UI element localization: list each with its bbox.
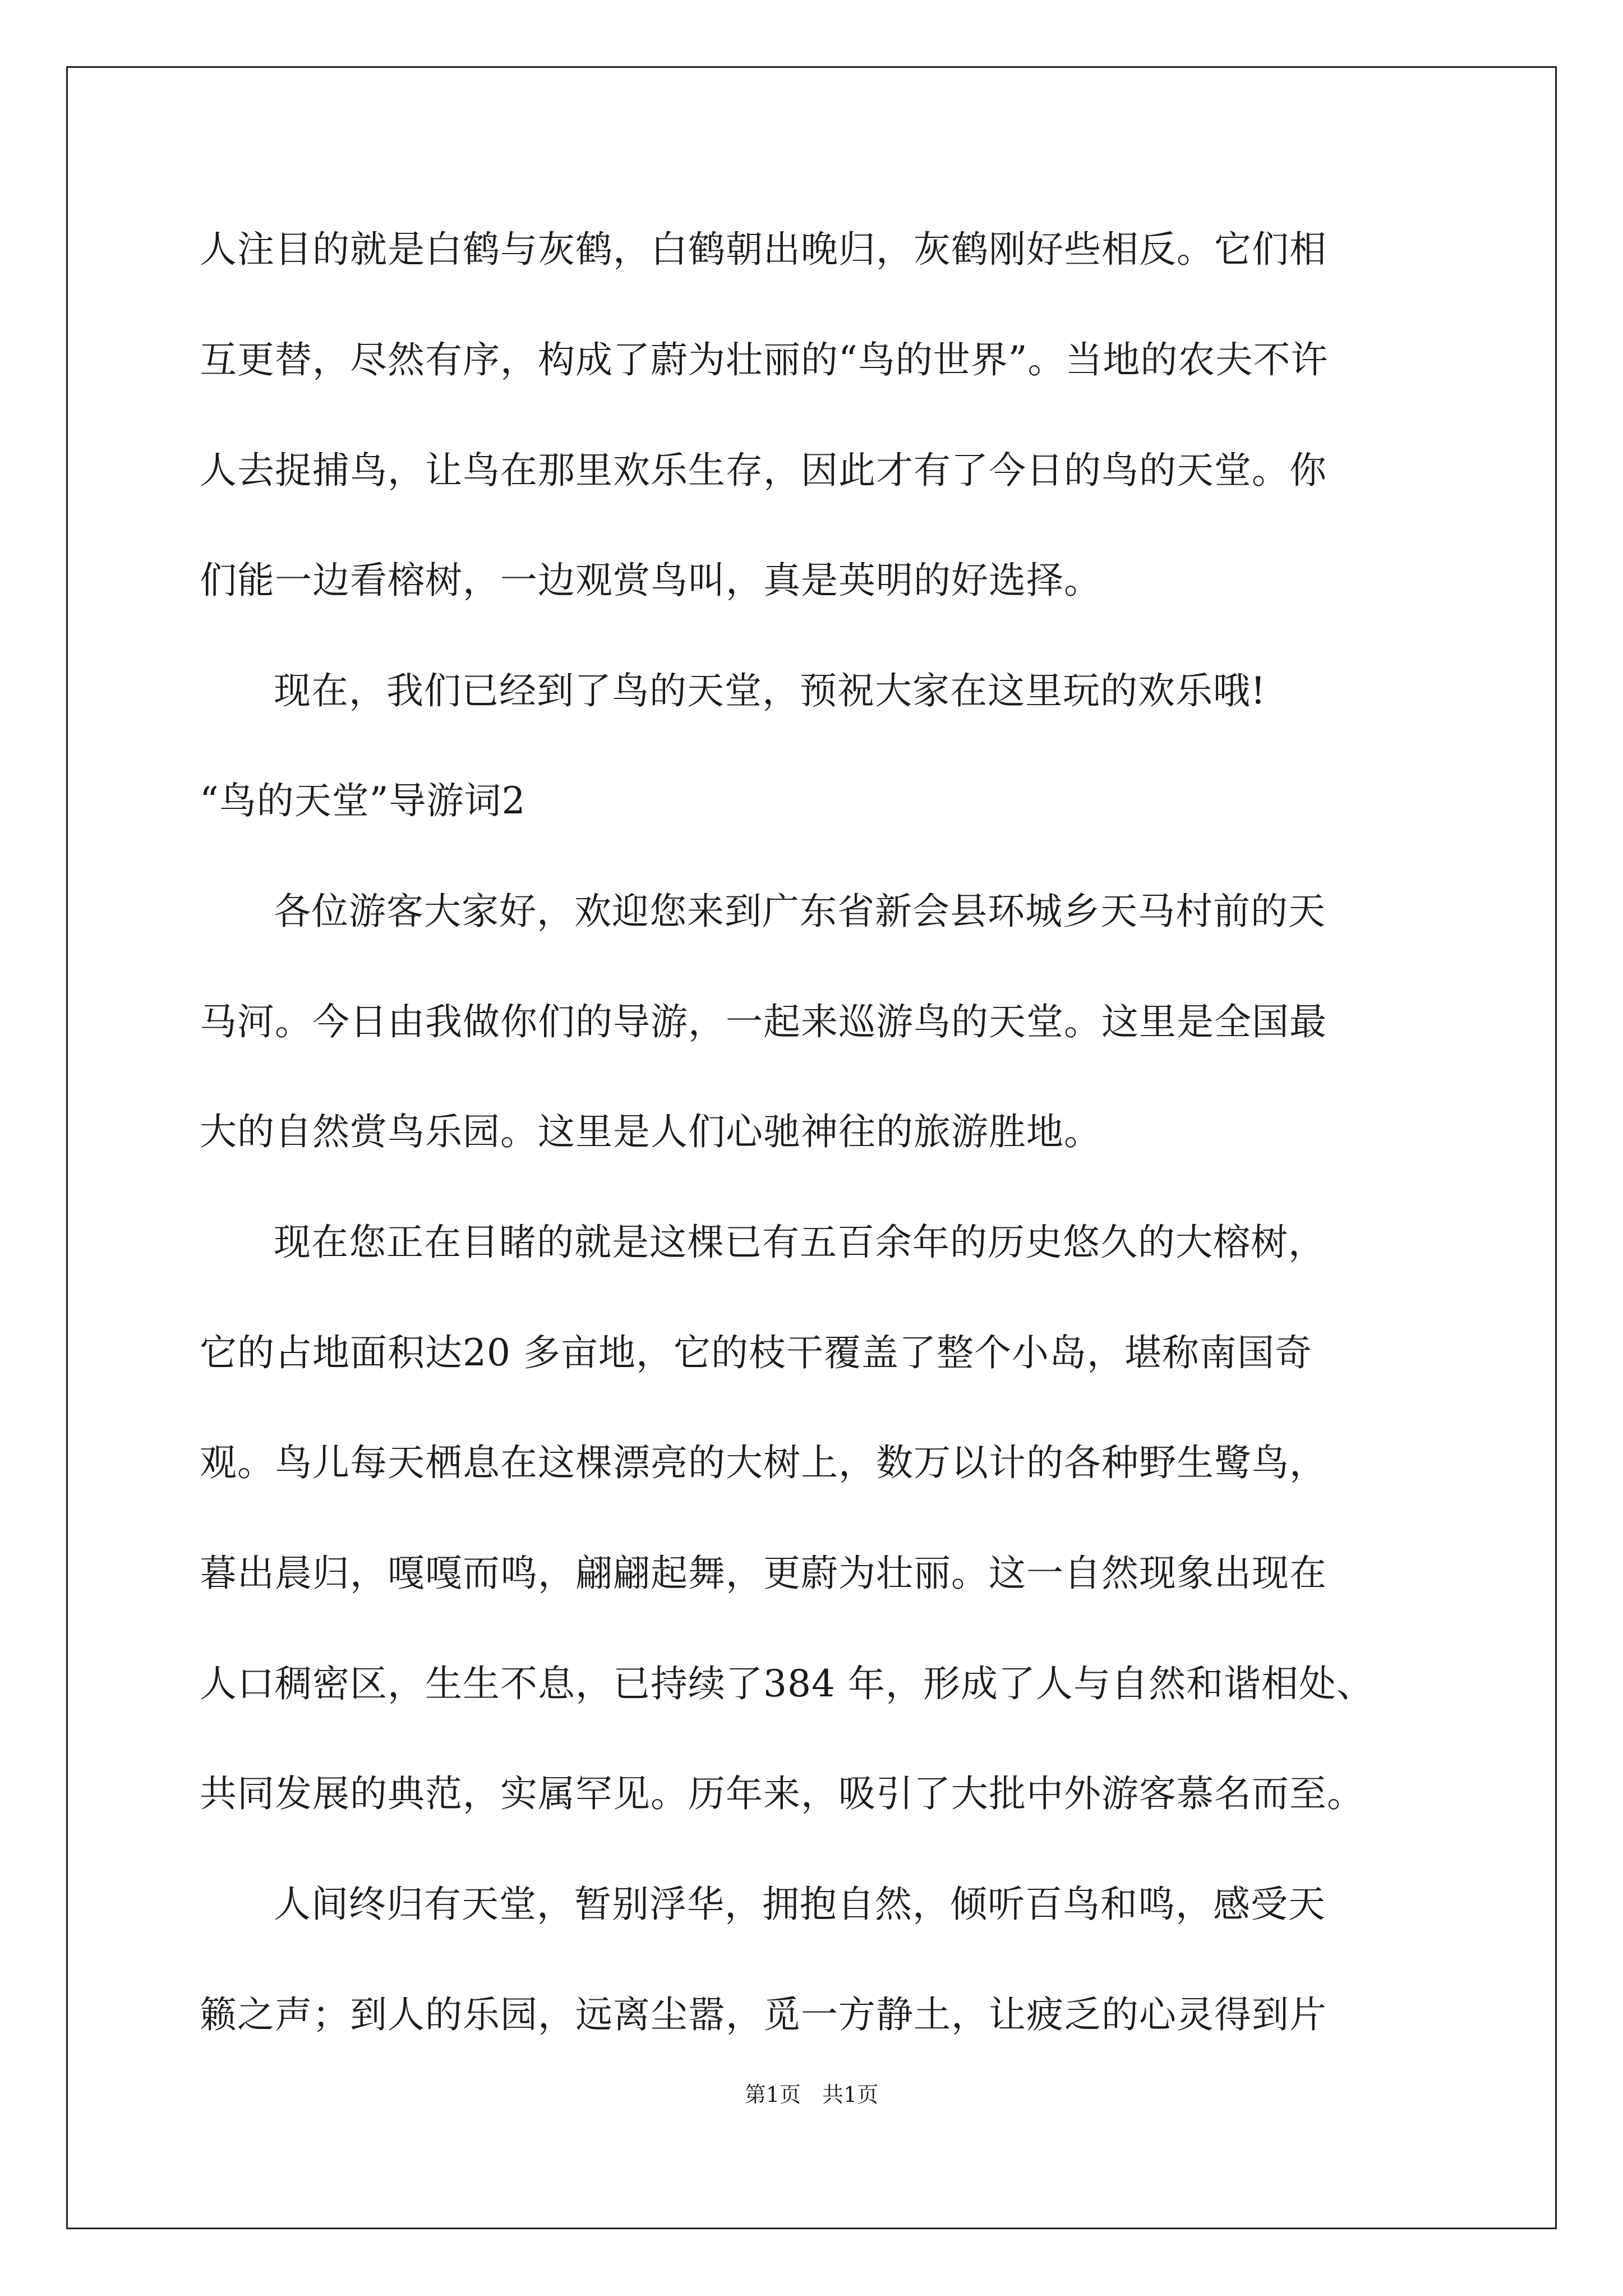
text-line: 大的自然赏鸟乐园。这里是人们心驰神往的旅游胜地。: [200, 1110, 1101, 1153]
text-line: 籁之声；到人的乐园，远离尘嚣，觅一方静土，让疲乏的心灵得到片: [200, 1993, 1327, 2036]
page-number: 第1页: [744, 2082, 801, 2107]
section-heading: “鸟的天堂”导游词2: [200, 779, 526, 822]
text-line: 人去捉捕鸟，让鸟在那里欢乐生存，因此才有了今日的鸟的天堂。你: [200, 449, 1327, 492]
text-line: 现在，我们已经到了鸟的天堂，预祝大家在这里玩的欢乐哦!: [274, 669, 1266, 712]
text-line: 人间终归有天堂，暂别浮华，拥抱自然，倾听百鸟和鸣，感受天: [274, 1883, 1326, 1926]
text-line: 人注目的就是白鹤与灰鹤，白鹤朝出晚归，灰鹤刚好些相反。它们相: [200, 228, 1327, 271]
text-line: 人口稠密区，生生不息，已持续了384 年，形成了人与自然和谐相处、: [200, 1662, 1374, 1705]
text-line: 观。鸟儿每天栖息在这棵漂亮的大树上，数万以计的各种野生鹭鸟，: [200, 1441, 1327, 1484]
text-line: 马河。今日由我做你们的导游，一起来巡游鸟的天堂。这里是全国最: [200, 1000, 1327, 1043]
text-line: 共同发展的典范，实属罕见。历年来，吸引了大批中外游客慕名而至。: [200, 1772, 1364, 1815]
page-footer: [0, 2081, 1623, 2108]
text-line: 各位游客大家好，欢迎您来到广东省新会县环城乡天马村前的天: [274, 890, 1326, 933]
text-line: 们能一边看榕树，一边观赏鸟叫，真是英明的好选择。: [200, 559, 1101, 602]
page-total: 共1页: [822, 2082, 879, 2107]
text-line: 它的占地面积达20 多亩地，它的枝干覆盖了整个小岛，堪称南国奇: [200, 1331, 1312, 1374]
text-line: 互更替，尽然有序，构成了蔚为壮丽的“鸟的世界”。当地的农夫不许: [200, 338, 1329, 381]
text-line: 暮出晨归，嘎嘎而鸣，翩翩起舞，更蔚为壮丽。这一自然现象出现在: [200, 1552, 1327, 1595]
text-line: 现在您正在目睹的就是这棵已有五百余年的历史悠久的大榕树，: [274, 1221, 1326, 1264]
